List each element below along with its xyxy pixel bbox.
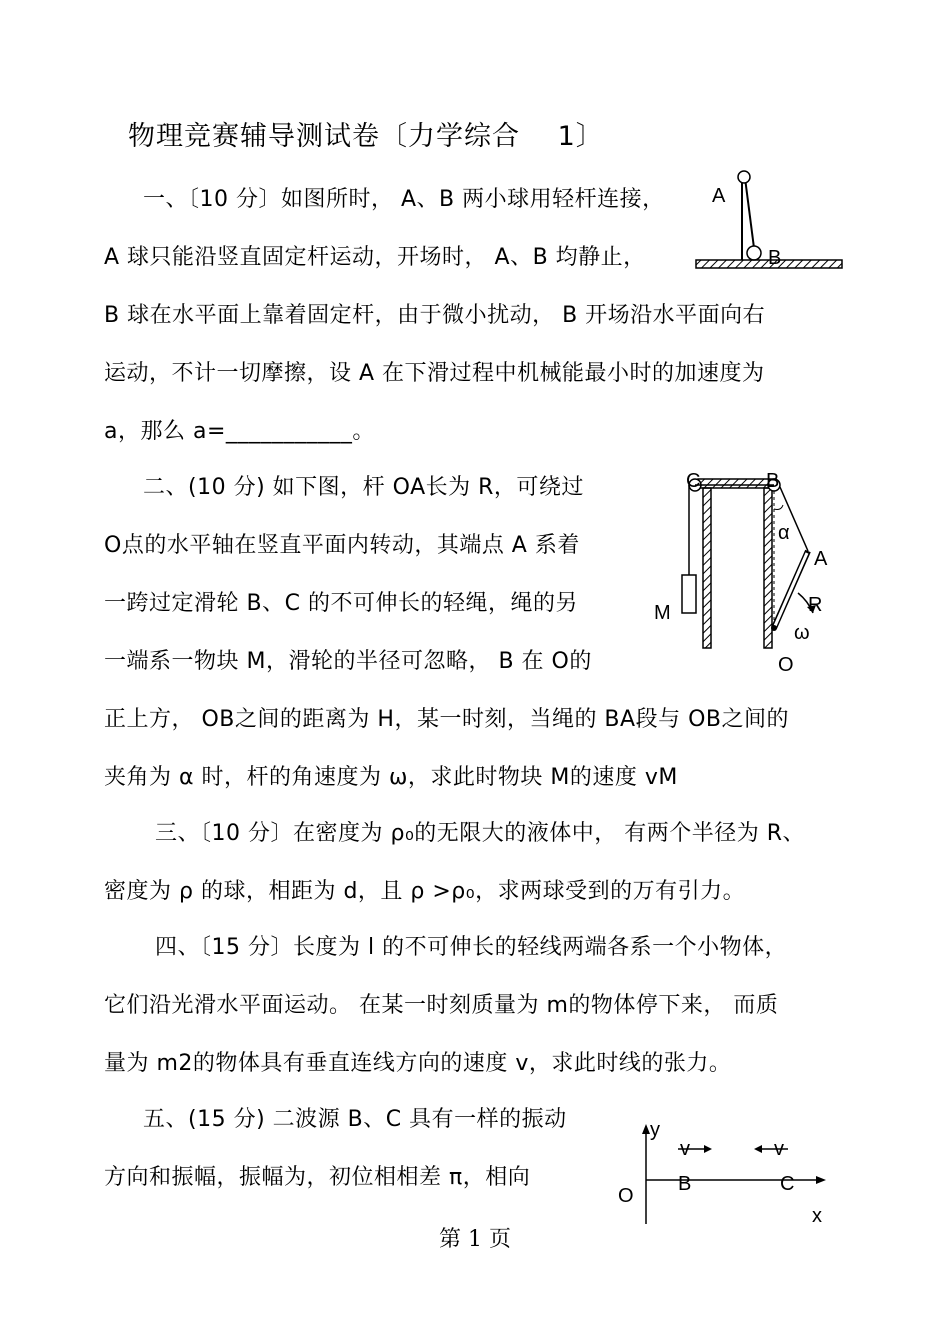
figure-1-rod-balls	[690, 160, 850, 280]
problem-2-line-6: 夹角为 α 时，杆的角速度为 ω，求此时物块 M的速度 vM	[104, 765, 678, 790]
problem-4-line-3: 量为 m2的物体具有垂直连线方向的速度 v，求此时线的张力。	[104, 1051, 732, 1076]
ball-b	[747, 246, 761, 260]
problem-1-line-3: B 球在水平面上靠着固定杆，由于微小扰动， B 开场沿水平面向右	[104, 303, 766, 328]
problem-2-line-4: 一端系一物块 M，滑轮的半径可忽略， B 在 O的	[104, 649, 592, 674]
problem-2-line-3: 一跨过定滑轮 B、C 的不可伸长的轻绳，绳的另	[104, 591, 578, 616]
label-m: M	[654, 602, 671, 624]
problem-2-line-5: 正上方， OB之间的距离为 H，某一时刻，当绳的 BA段与 OB之间的	[104, 707, 789, 732]
label-o: O	[778, 654, 794, 676]
problem-2-line-2: O点的水平轴在竖直平面内转动，其端点 A 系着	[104, 533, 580, 558]
label-c: C	[686, 470, 701, 492]
label-b: B	[678, 1173, 692, 1195]
problem-1-line-5: a，那么 a=___________。	[104, 419, 375, 444]
label-alpha: α	[778, 522, 790, 544]
figure-3-wave-sources	[610, 1112, 830, 1232]
label-c: C	[780, 1173, 795, 1195]
figure-2-pulley-system	[650, 465, 850, 680]
problem-4-line-2: 它们沿光滑水平面运动。 在某一时刻质量为 m的物体停下来， 而质	[104, 993, 779, 1018]
label-a: A	[814, 548, 828, 570]
light-rod	[745, 178, 754, 248]
block-m	[682, 575, 696, 613]
problem-5-line-2: 方向和振幅，振幅为，初位相相差 π，相向	[104, 1165, 531, 1190]
problem-1-line-2: A 球只能沿竖直固定杆运动，开场时， A、B 均静止，	[104, 245, 646, 270]
right-post	[764, 488, 772, 648]
label-v-b: v	[680, 1138, 690, 1160]
page-title: 物理竞赛辅导测试卷〔力学综合 1〕	[128, 121, 604, 152]
problem-2-line-1: 二、(10 分) 如下图，杆 OA长为 R，可绕过	[143, 475, 584, 500]
label-a: A	[712, 185, 726, 207]
label-b: B	[768, 247, 782, 269]
top-beam	[698, 479, 776, 488]
label-y: y	[650, 1119, 660, 1141]
label-b: B	[766, 470, 780, 492]
problem-4-line-1: 四、〔15 分〕长度为 l 的不可伸长的轻线两端各系一个小物体，	[155, 935, 788, 960]
label-o: O	[618, 1185, 634, 1207]
problem-3-line-1: 三、〔10 分〕在密度为 ρ₀的无限大的液体中， 有两个半径为 R、	[155, 821, 806, 846]
label-x: x	[812, 1205, 822, 1227]
label-v-c: v	[774, 1138, 784, 1160]
left-post	[703, 488, 711, 648]
problem-5-line-1: 五、(15 分) 二波源 B、C 具有一样的振动	[143, 1107, 567, 1132]
problem-1-line-4: 运动，不计一切摩擦，设 A 在下滑过程中机械能最小时的加速度为	[104, 361, 765, 386]
alpha-arc	[774, 505, 783, 510]
pivot-o	[771, 625, 777, 631]
problem-3-line-2: 密度为 ρ 的球，相距为 d，且 ρ >ρ₀，求两球受到的万有引力。	[104, 879, 746, 904]
problem-1-line-1: 一、〔10 分〕如图所时， A、B 两小球用轻杆连接，	[143, 187, 665, 212]
label-r: R	[808, 594, 823, 616]
label-omega: ω	[794, 622, 810, 644]
page-footer: 第 1 页	[439, 1227, 511, 1252]
ball-a	[738, 171, 750, 183]
